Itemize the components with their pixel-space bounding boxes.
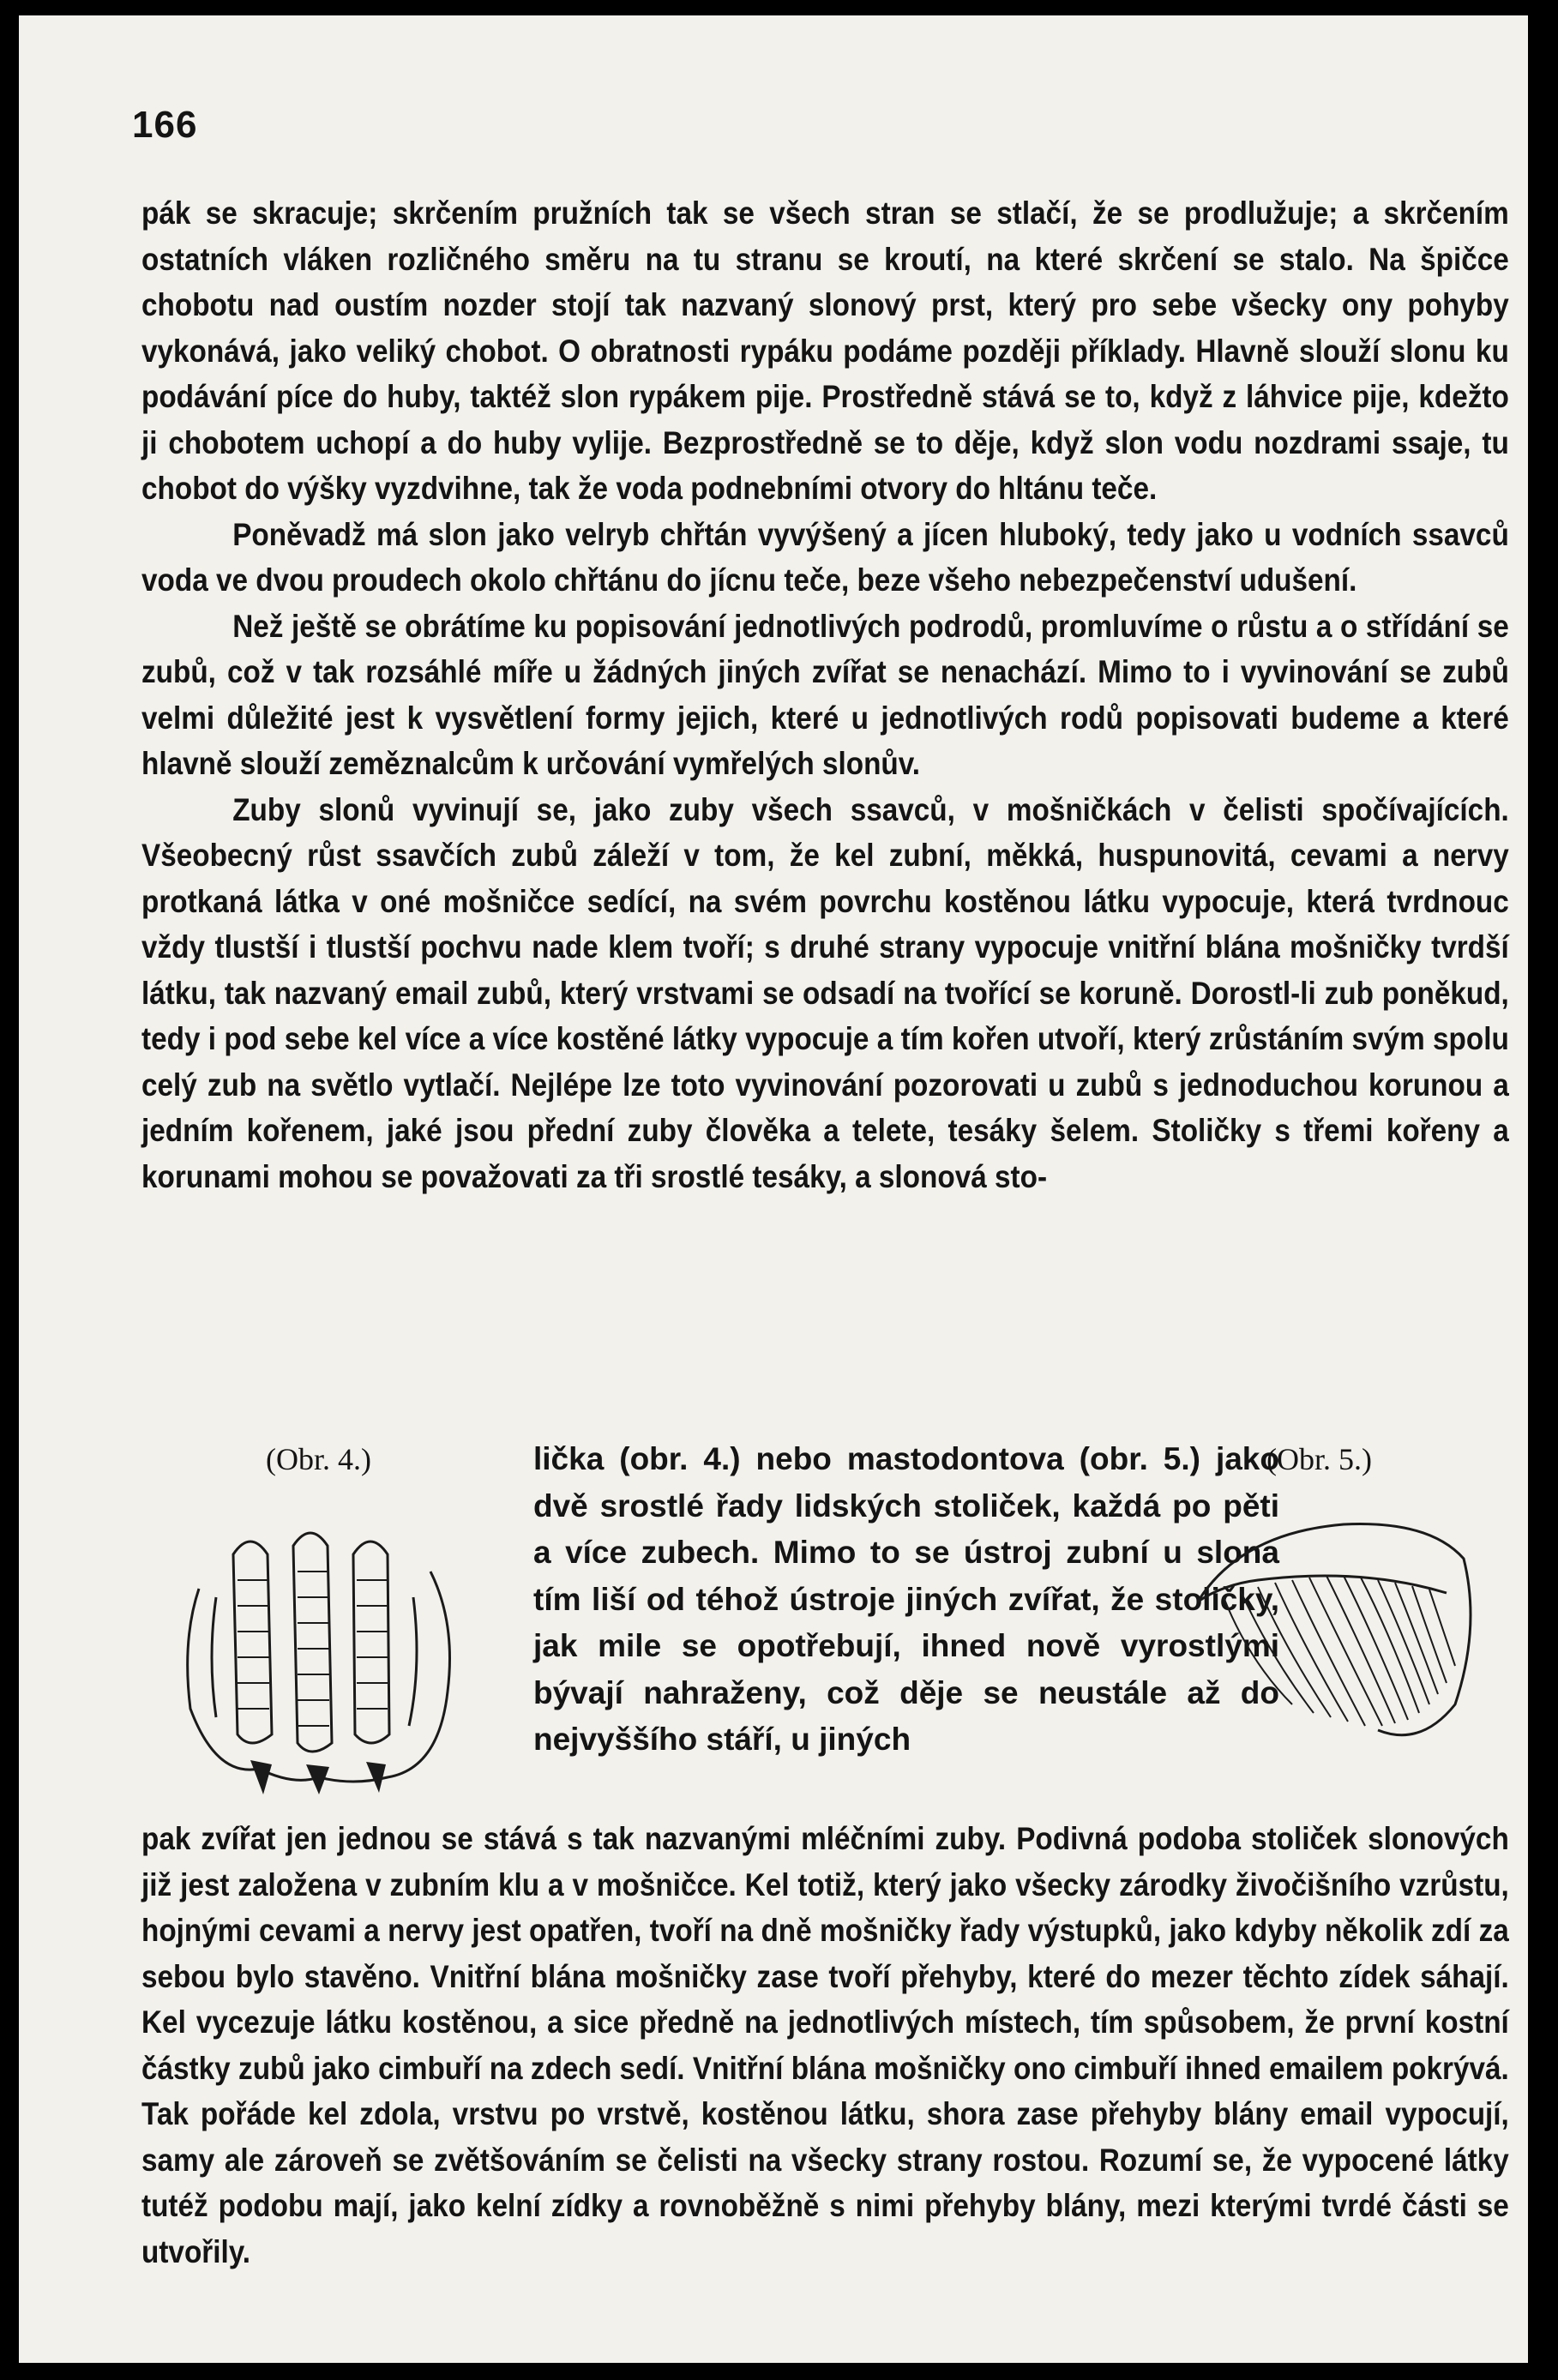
paragraph: pák se skracuje; skrčením pružních tak se všech stran se stlačí, že se prodlužuje; a skrčením ostatních vláken rozličného směru na tu stranu se kroutí, na které skrčení se stalo. Na špičce chobotu nad oustím nozder stojí tak nazvaný slonový prst, který pro sebe všecky ony pohyby vykonává, jako veliký chobot. O obratnosti rypáku podáme později příklady. Hlavně slouží slonu ku podávání píce do huby, taktéž slon rypákem pije. Prostředně stává se to, když z láhvice pije, kdežto ji chobotem uchopí a do huby vylije. Bezprostředně se to děje, když slon vodu nozdrami ssaje, tu chobot do výšky vyzdvihne, tak že voda podnebními otvory do hltánu teče.	[141, 195, 1509, 506]
paragraph: Než ještě se obrátíme ku popisování jednotlivých podrodů, promluvíme o růstu a o střídání se zubů, což v tak rozsáhlé míře u žádných jiných zvířat se nenachází. Mimo to i vyvinování se zubů velmi důležité jest k vysvětlení formy jejich, které u jednotlivých rodů popisovati budeme a které hlavně slouží zeměznalcům k určování vymřelých slonův.	[141, 608, 1509, 781]
book-page	[19, 15, 1528, 2363]
figure-4-caption: (Obr. 4.)	[266, 1442, 371, 1476]
body-text-top	[141, 190, 1509, 1199]
body-text-bottom	[141, 1816, 1509, 2275]
elephant-molar-illustration	[165, 1520, 473, 1794]
page-number: 166	[132, 104, 198, 146]
mastodon-molar-illustration	[1189, 1499, 1481, 1756]
paragraph: Poněvadž má slon jako velryb chřtán vyvýšený a jícen hluboký, tedy jako u vodních ssavců voda ve dvou proudech okolo chřtánu do jícnu teče, beze všeho nebezpečenství udušení.	[141, 516, 1509, 598]
figure-5-caption: (Obr. 5.)	[1266, 1442, 1372, 1476]
body-text-middle	[533, 1436, 1279, 1764]
paragraph: lička (obr. 4.) nebo mastodontova (obr. 5.) jako dvě srostlé řady lidských stoliček, každá po pěti a více zubech. Mimo to se ústroj zubní u slona tím liší od téhož ústroje jiných zvířat, že stoličky, jak mile se opotřebují, ihned nově vyrostlými bývají nahraženy, což děje se neustále až do nejvyššího stáří, u jiných	[533, 1441, 1279, 1757]
paragraph: pak zvířat jen jednou se stává s tak nazvanými mléčními zuby. Podivná podoba stoliček slonových již jest založena v zubním klu a v mošničce. Kel totiž, který jako všecky zárodky živočišního vzrůstu, hojnými cevami a nervy jest opatřen, tvoří na dně mošničky řady výstupků, jako kdyby několik zdí za sebou bylo stavěno. Vnitřní blána mošničky zase tvoří přehyby, které do mezer těchto zídek sáhají. Kel vycezuje látku kostěnou, a sice předně na jednotlivých místech, tím spůsobem, že první kostní částky zubů jako cimbuří na zdech sedí. Vnitřní blána mošničky ono cimbuří ihned emailem pokrývá. Tak pořáde kel zdola, vrstvu po vrstvě, kostěnou látku, shora zase přehyby blány email vypocují, samy ale zároveň se zvětšováním se čelisti na všecky strany rostou. Rozumí se, že vypocené látky tutéž podobu mají, jako kelní zídky a rovnoběžně s nimi přehyby blány, mezi kterými tvrdé části se utvořily.	[141, 1821, 1509, 2269]
paragraph: Zuby slonů vyvinují se, jako zuby všech ssavců, v mošničkách v čelisti spočívajících. Všeobecný růst ssavčích zubů záleží v tom, že kel zubní, měkká, huspunovitá, cevami a nervy protkaná látka v oné mošničce sedící, na svém povrchu kostěnou látku vypocuje, která tvrdnouc vždy tlustší i tlustší pochvu nade klem tvoří; s druhé strany vypocuje vnitřní blána mošničky tvrdší látku, tak nazvaný email zubů, který vrstvami se odsadí na tvořící se koruně. Dorostl-li zub poněkud, tedy i pod sebe kel více a více kostěné látky vypocuje a tím kořen utvoří, který zrůstáním svým spolu celý zub na světlo vytlačí. Nejlépe lze toto vyvinování pozorovati u zubů s jednoduchou korunou a jedním kořenem, jaké jsou přední zuby člověka a telete, tesáky šelem. Stoličky s třemi kořeny a korunami mohou se považovati za tři srostlé tesáky, a slonová sto-	[141, 791, 1509, 1194]
